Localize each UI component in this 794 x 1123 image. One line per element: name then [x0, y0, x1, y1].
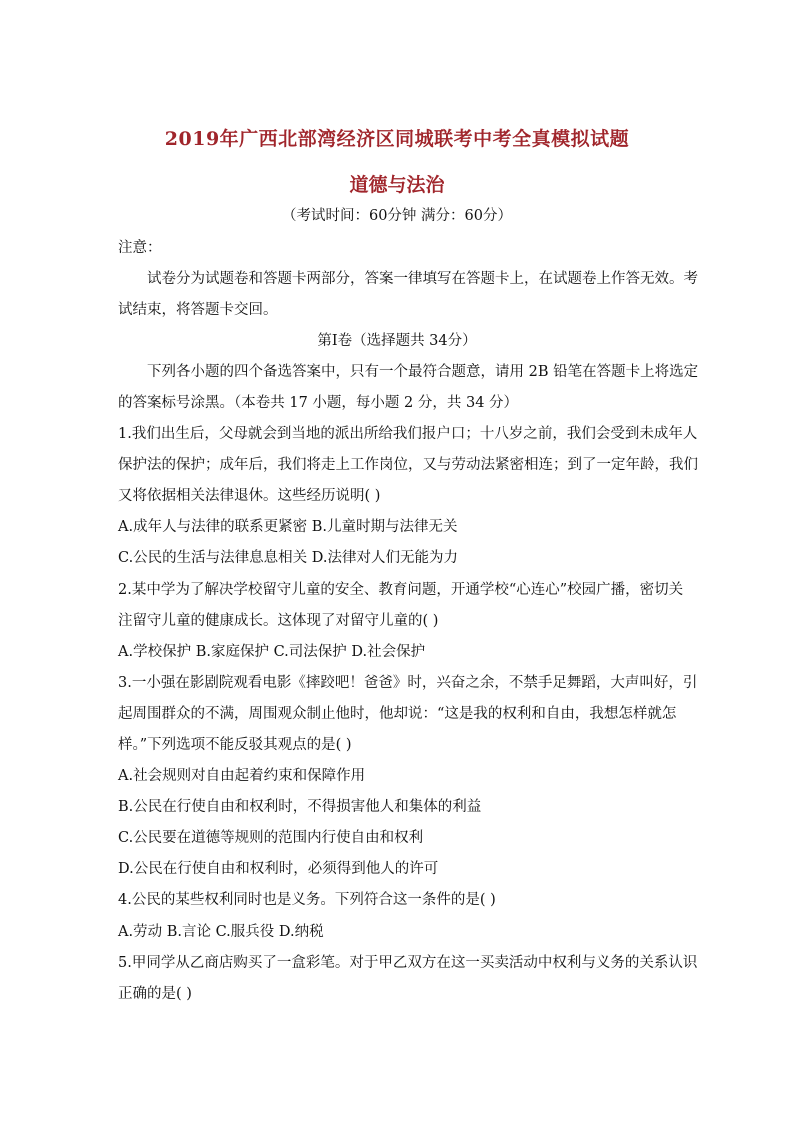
notice-heading: 注意： [118, 240, 162, 256]
notice-text: 试卷分为试题卷和答题卡两部分，答案一律填写在答题卡上，在试题卷上作答无效。考 [147, 271, 698, 287]
question-3-text: 3.一小强在影剧院观看电影《摔跤吧！爸爸》时，兴奋之余，不禁手足舞蹈，大声叫好，引 [118, 675, 698, 691]
question-4-options: A.劳动 B.言论 C.服兵役 D.纳税 [118, 924, 324, 940]
question-3-option-c: C.公民要在道德等规则的范围内行使自由和权利 [118, 830, 424, 846]
question-5-text: 正确的是( ) [118, 986, 192, 1002]
question-2-options: A.学校保护 B.家庭保护 C.司法保护 D.社会保护 [118, 644, 426, 660]
notice-text: 试结束，将答题卡交回。 [118, 302, 278, 318]
question-2-text: 2.某中学为了解决学校留守儿童的安全、教育问题，开通学校“心连心”校园广播，密切关 [118, 582, 684, 598]
question-1-options: C.公民的生活与法律息息相关 D.法律对人们无能为力 [118, 550, 459, 566]
question-1-options: A.成年人与法律的联系更紧密 B.儿童时期与法律无关 [118, 519, 458, 535]
section-title: 第Ⅰ卷（选择题共 34分） [317, 333, 477, 349]
subject-title: 道德与法治 [349, 174, 445, 196]
question-1-text: 保护法的保护；成年后，我们将走上工作岗位，又与劳动法紧密相连；到了一定年龄，我们 [118, 457, 698, 473]
instruction-text: 的答案标号涂黑。（本卷共 17 小题，每小题 2 分，共 34 分） [118, 395, 519, 411]
question-3-option-d: D.公民在行使自由和权利时，必须得到他人的许可 [118, 861, 439, 877]
question-1-text: 又将依据相关法律退休。这些经历说明( ) [118, 488, 381, 504]
question-5-text: 5.甲同学从乙商店购买了一盒彩笔。对于甲乙双方在这一买卖活动中权利与义务的关系认识 [118, 955, 698, 971]
question-3-text: 样。”下列选项不能反驳其观点的是( ) [118, 737, 352, 753]
question-3-option-a: A.社会规则对自由起着约束和保障作用 [118, 768, 366, 784]
question-3-option-b: B.公民在行使自由和权利时，不得损害他人和集体的利益 [118, 799, 482, 815]
question-2-text: 注留守儿童的健康成长。这体现了对留守儿童的( ) [118, 613, 439, 629]
exam-info: （考试时间：60分钟 满分：60分） [281, 208, 512, 224]
exam-title: 2019年广西北部湾经济区同城联考中考全真模拟试题 [164, 128, 630, 150]
question-1-text: 1.我们出生后，父母就会到当地的派出所给我们报户口；十八岁之前，我们会受到未成年人 [118, 426, 698, 442]
question-3-text: 起周围群众的不满，周围观众制止他时，他却说：“这是我的权利和自由，我想怎样就怎 [118, 706, 677, 722]
question-4-text: 4.公民的某些权利同时也是义务。下列符合这一条件的是( ) [118, 892, 496, 908]
instruction-text: 下列各小题的四个备选答案中，只有一个最符合题意，请用 2B 铅笔在答题卡上将选定 [147, 364, 699, 380]
